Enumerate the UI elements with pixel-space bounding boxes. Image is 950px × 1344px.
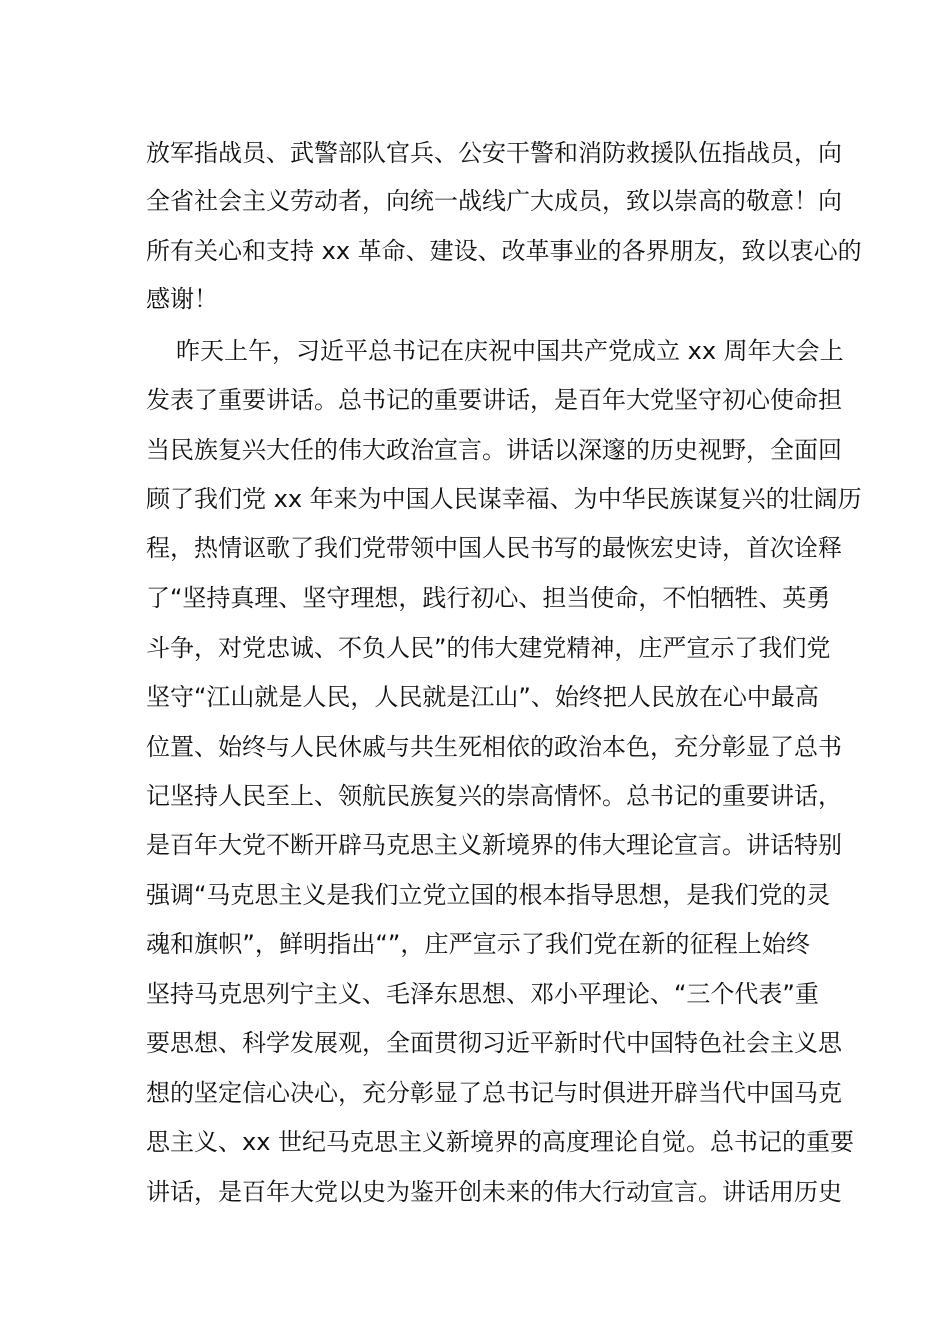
paragraph-2-line-5: 程，热情讴歌了我们党带领中国人民书写的最恢宏史诗，首次诠释 — [146, 534, 842, 562]
paragraph-2-line-17: 思主义、xx 世纪马克思主义新境界的高度理论自觉。总书记的重要 — [146, 1128, 855, 1156]
paragraph-2-line-9: 位置、始终与人民休戚与共生死相依的政治本色，充分彰显了总书 — [146, 733, 842, 761]
paragraph-2-line-11: 是百年大党不断开辟马克思主义新境界的伟大理论宣言。讲话特别 — [146, 831, 842, 859]
paragraph-2-line-7: 斗争，对党忠诚、不负人民”的伟大建党精神，庄严宣示了我们党 — [146, 634, 831, 662]
paragraph-2-line-1: 昨天上午，习近平总书记在庆祝中国共产党成立 xx 周年大会上 — [176, 337, 844, 365]
paragraph-1-line-4: 感谢！ — [146, 285, 218, 313]
paragraph-1-line-1: 放军指战员、武警部队官兵、公安干警和消防救援队伍指战员，向 — [146, 139, 842, 167]
paragraph-2-line-8: 坚守“江山就是人民，人民就是江山”、始终把人民放在心中最高 — [146, 683, 819, 711]
paragraph-2-line-16: 想的坚定信心决心，充分彰显了总书记与时俱进开辟当代中国马克 — [146, 1079, 842, 1107]
paragraph-2-line-15: 要思想、科学发展观，全面贯彻习近平新时代中国特色社会主义思 — [146, 1029, 842, 1057]
paragraph-1-line-2: 全省社会主义劳动者，向统一战线广大成员，致以崇高的敬意！向 — [146, 187, 842, 215]
paragraph-2-line-4: 顾了我们党 xx 年来为中国人民谋幸福、为中华民族谋复兴的壮阔历 — [146, 485, 862, 513]
paragraph-2-line-2: 发表了重要讲话。总书记的重要讲话，是百年大党坚守初心使命担 — [146, 386, 842, 414]
paragraph-2-line-13: 魂和旗帜”，鲜明指出“”，庄严宣示了我们党在新的征程上始终 — [146, 930, 810, 958]
paragraph-1-line-3: 所有关心和支持 xx 革命、建设、改革事业的各界朋友，致以衷心的 — [146, 237, 862, 265]
paragraph-2-line-10: 记坚持人民至上、领航民族复兴的崇高情怀。总书记的重要讲话， — [146, 782, 842, 810]
paragraph-2-line-3: 当民族复兴大任的伟大政治宣言。讲话以深邃的历史视野，全面回 — [146, 436, 842, 464]
paragraph-2-line-14: 坚持马克思列宁主义、毛泽东思想、邓小平理论、“三个代表”重 — [146, 980, 819, 1008]
paragraph-2-line-12: 强调“马克思主义是我们立党立国的根本指导思想，是我们党的灵 — [146, 881, 831, 909]
paragraph-2-line-18: 讲话，是百年大党以史为鉴开创未来的伟大行动宣言。讲话用历史 — [146, 1178, 842, 1206]
paragraph-2-line-6: 了“坚持真理、坚守理想，践行初心、担当使命，不怕牺牲、英勇 — [146, 584, 831, 612]
